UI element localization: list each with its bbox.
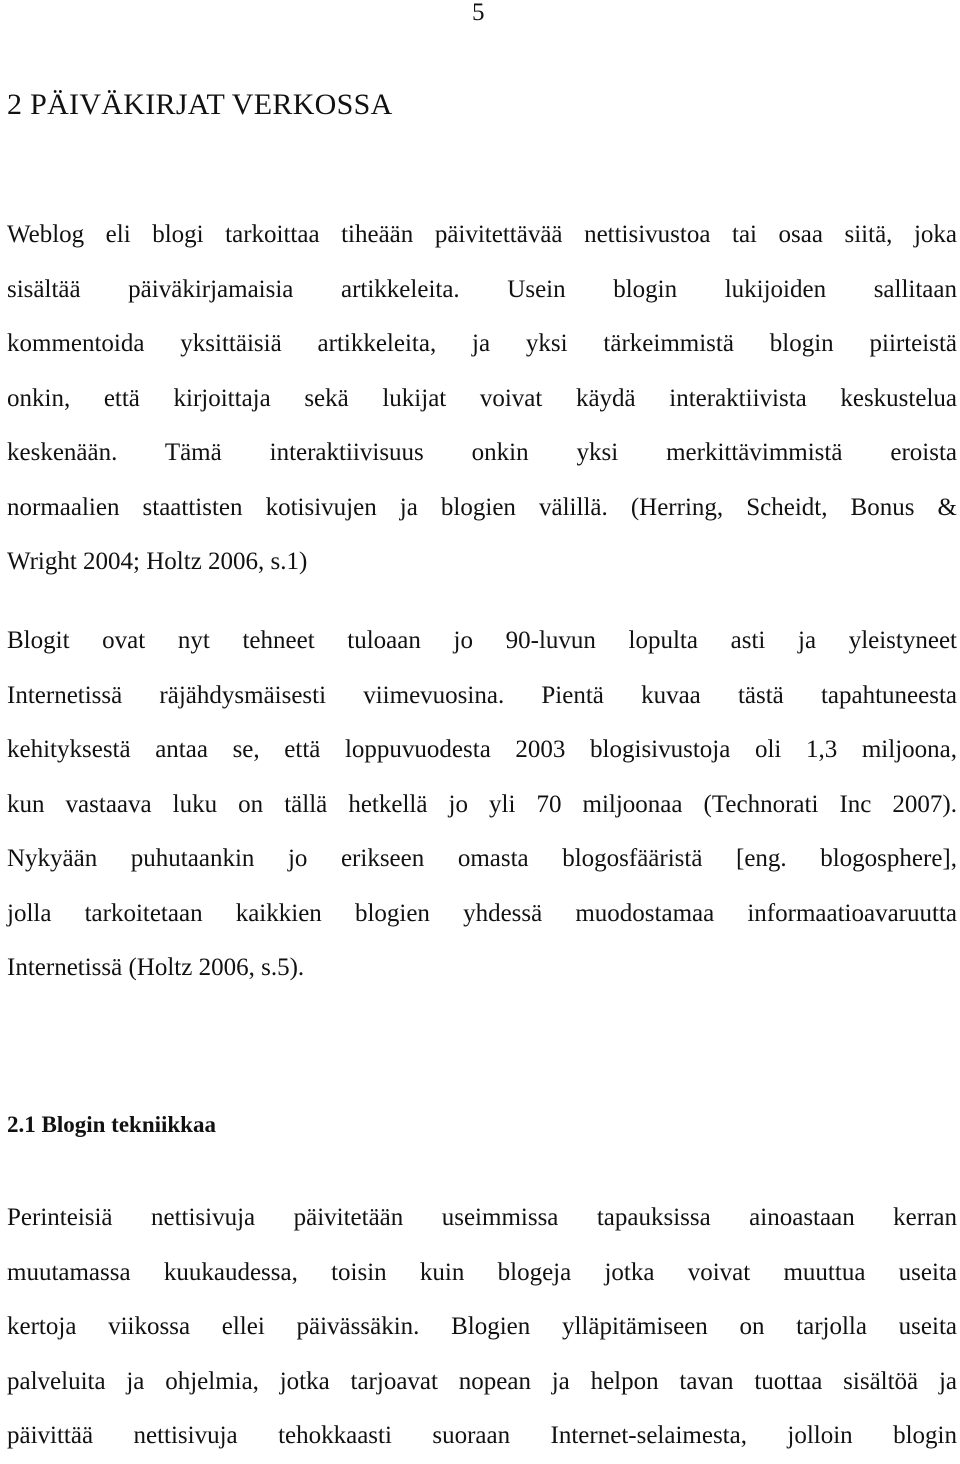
- chapter-title: 2 PÄIVÄKIRJAT VERKOSSA: [7, 88, 393, 121]
- paragraph-blog-growth: [7, 614, 957, 996]
- paragraph-blog-technology: [7, 1191, 957, 1464]
- section-title: 2.1 Blogin tekniikkaa: [7, 1112, 216, 1137]
- text-line: jolla tarkoitetaan kaikkien blogien yhdessä muodostamaa informaatioavaruutta: [7, 899, 957, 927]
- text-line: sisältää päiväkirjamaisia artikkeleita. Usein blogin lukijoiden sallitaan: [7, 275, 957, 303]
- text-line: Internetissä räjähdysmäisesti viimevuosina. Pientä kuvaa tästä tapahtuneesta: [7, 681, 957, 709]
- text-line: muutamassa kuukaudessa, toisin kuin blogeja jotka voivat muuttua useita: [7, 1258, 957, 1286]
- text-line: Nykyään puhutaankin jo erikseen omasta blogosfääristä [eng. blogosphere],: [7, 845, 957, 872]
- paragraph-weblog-definition: [7, 208, 957, 590]
- text-line: Perinteisiä nettisivuja päivitetään useimmissa tapauksissa ainoastaan kerran: [7, 1204, 957, 1231]
- text-line: kun vastaava luku on tällä hetkellä jo yli 70 miljoonaa (Technorati Inc 2007).: [7, 790, 957, 818]
- text-line: onkin, että kirjoittaja sekä lukijat voivat käydä interaktiivista keskustelua: [7, 384, 957, 412]
- text-line: Weblog eli blogi tarkoittaa tiheään päivitettävää nettisivustoa tai osaa siitä, joka: [7, 221, 957, 248]
- text-line: kertoja viikossa ellei päivässäkin. Blogien ylläpitämiseen on tarjolla useita: [7, 1313, 957, 1340]
- text-line: päivittää nettisivuja tehokkaasti suoraan Internet-selaimesta, jolloin blogin: [7, 1422, 957, 1449]
- text-line: Wright 2004; Holtz 2006, s.1): [7, 548, 308, 575]
- text-line: keskenään. Tämä interaktiivisuus onkin yksi merkittävimmistä eroista: [7, 439, 957, 466]
- text-line: kommentoida yksittäisiä artikkeleita, ja yksi tärkeimmistä blogin piirteistä: [7, 330, 957, 357]
- text-line: Internetissä (Holtz 2006, s.5).: [7, 954, 305, 981]
- text-line: Blogit ovat nyt tehneet tuloaan jo 90-luvun lopulta asti ja yleistyneet: [7, 627, 957, 654]
- text-line: normaalien staattisten kotisivujen ja blogien välillä. (Herring, Scheidt, Bonus &: [7, 493, 957, 521]
- page-number: 5: [472, 0, 485, 26]
- text-line: kehityksestä antaa se, että loppuvuodesta 2003 blogisivustoja oli 1,3 miljoona,: [7, 736, 957, 763]
- text-line: palveluita ja ohjelmia, jotka tarjoavat nopean ja helpon tavan tuottaa sisältöä ja: [7, 1367, 957, 1395]
